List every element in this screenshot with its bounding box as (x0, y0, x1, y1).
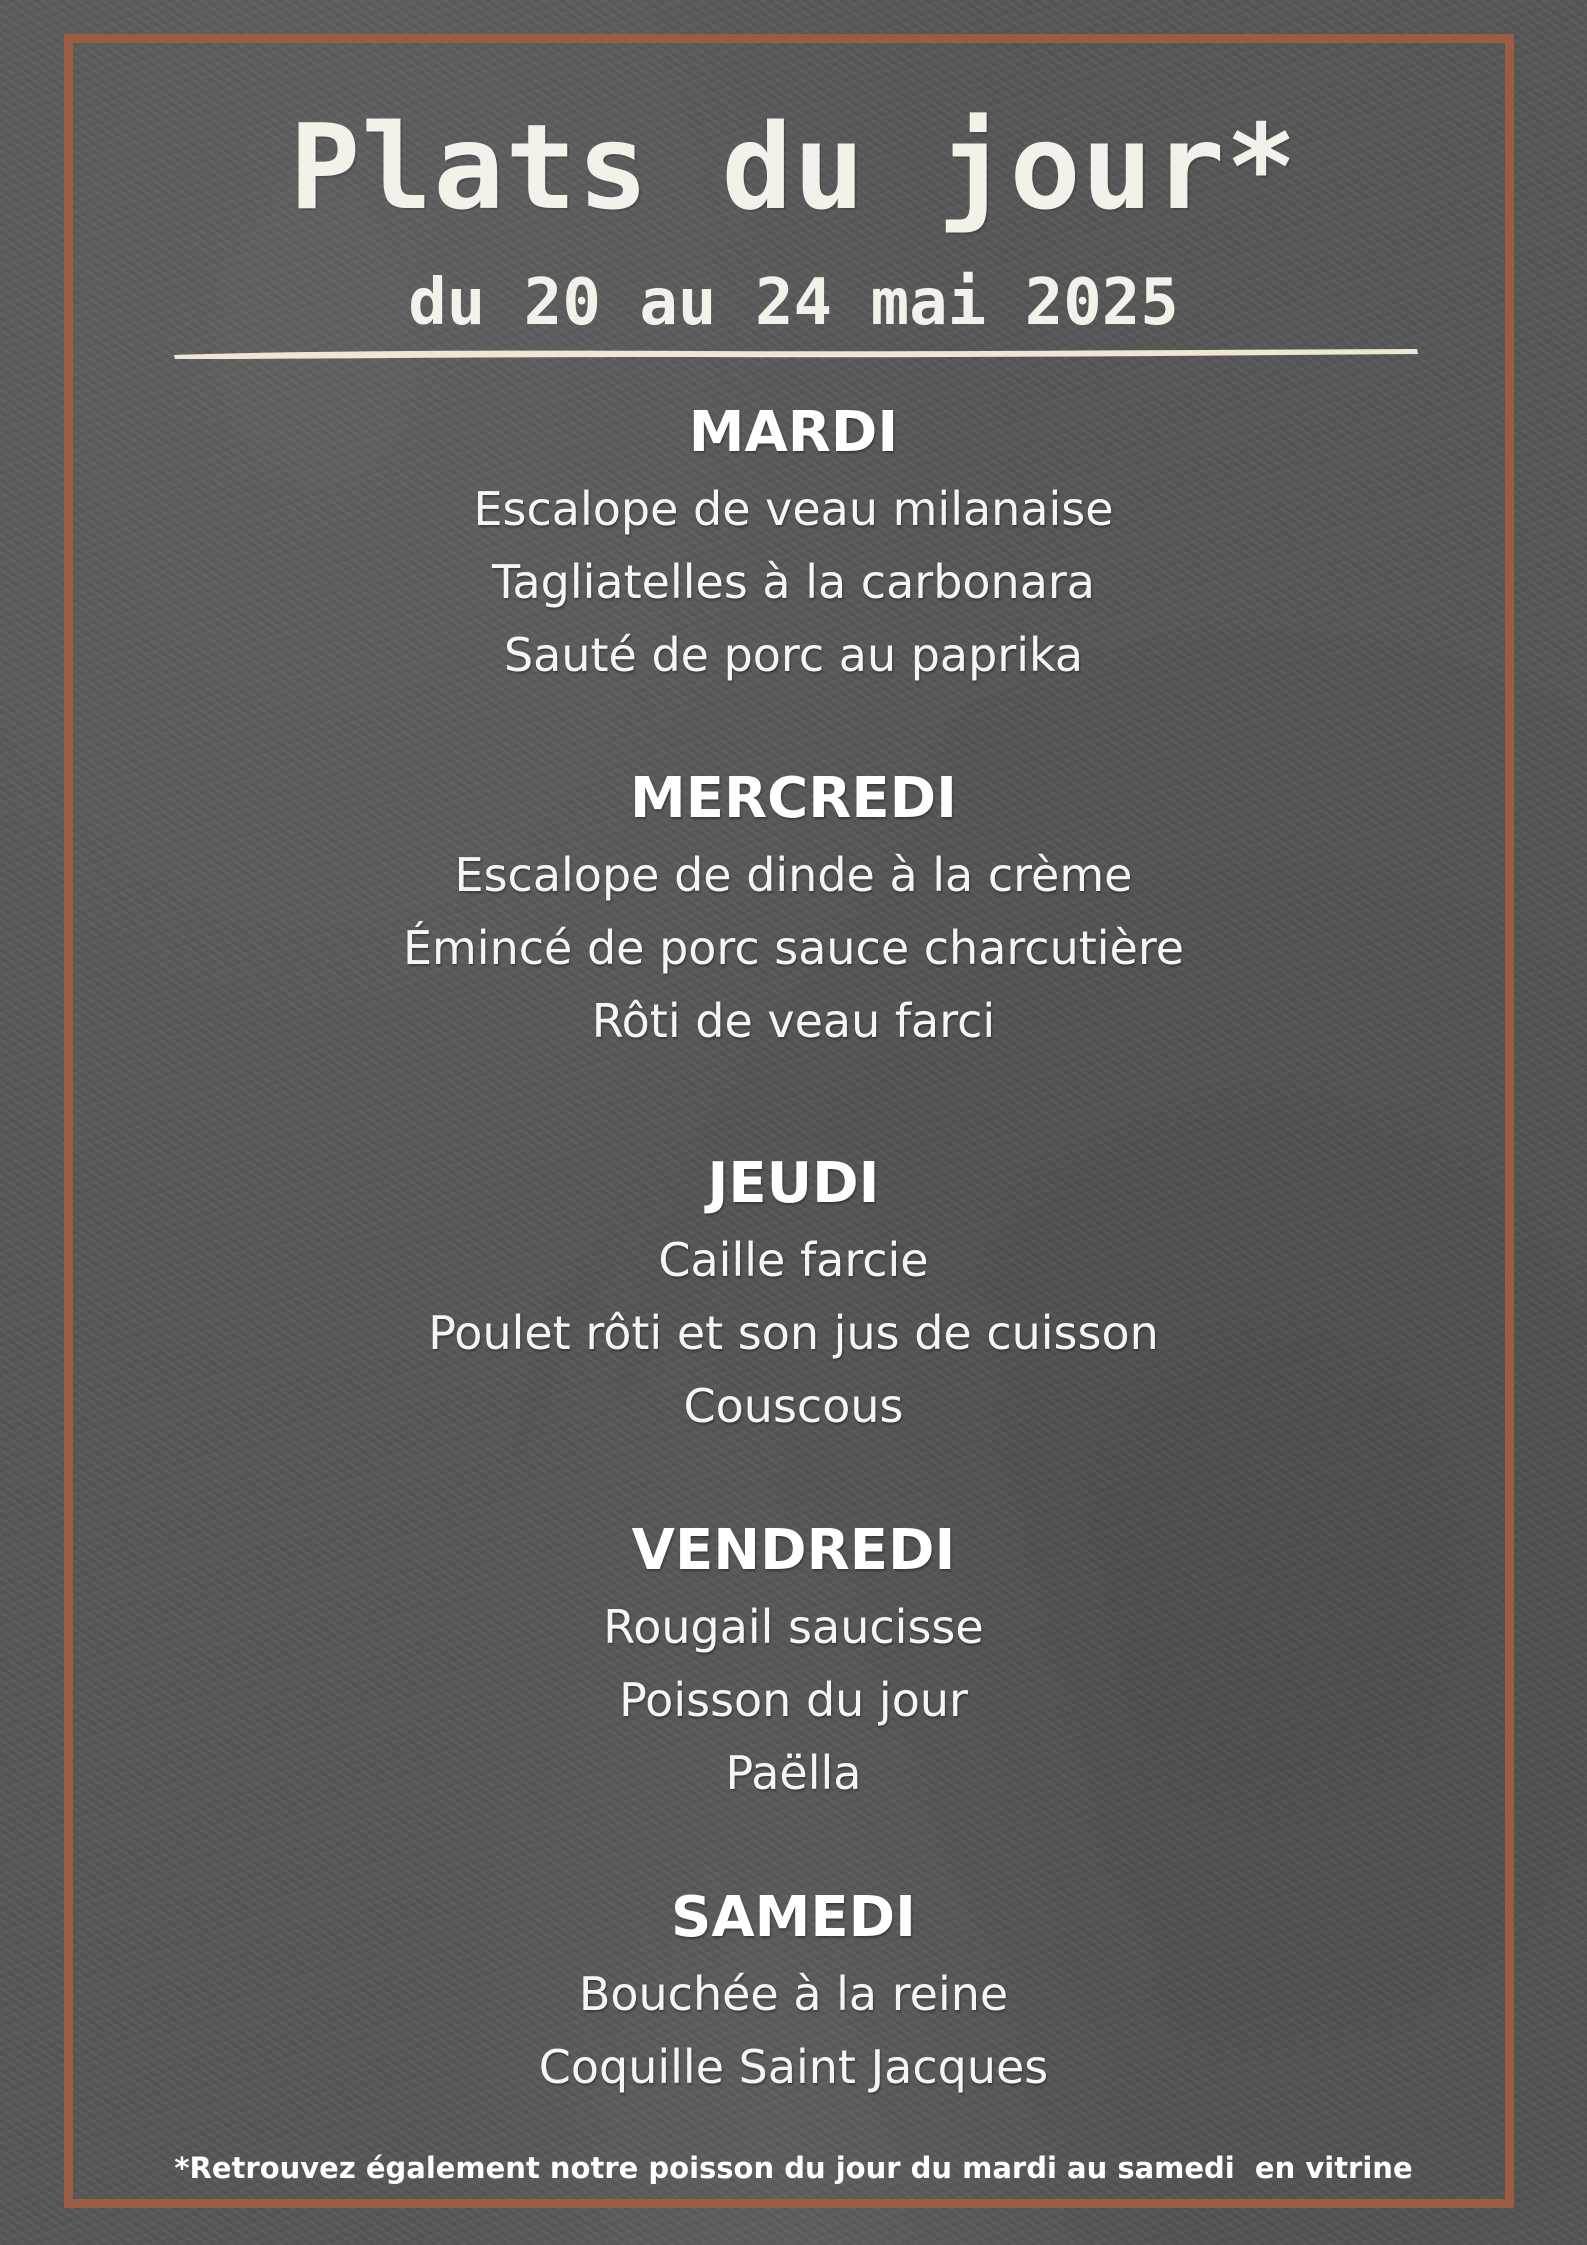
footnote: *Retrouvez également notre poisson du jour du mardi au samedi en vitrine (174, 2151, 1413, 2185)
dish-item: Coquille Saint Jacques (538, 2040, 1049, 2094)
dish-item: Rôti de veau farci (591, 994, 996, 1048)
dish-item: Sauté de porc au paprika (503, 628, 1084, 682)
dish-item: Escalope de dinde à la crème (454, 848, 1133, 902)
chalk-underline (172, 346, 1420, 362)
dish-item: Émincé de porc sauce charcutière (402, 921, 1185, 975)
day-section-vendredi (0, 1511, 1587, 1810)
dish-item: Rougail saucisse (603, 1600, 984, 1654)
day-heading: JEUDI (707, 1151, 880, 1216)
day-section-mercredi (0, 759, 1587, 1058)
day-section-samedi (0, 1878, 1587, 2104)
menu-date-range: du 20 au 24 mai 2025 (408, 266, 1179, 340)
dish-item: Caille farcie (658, 1233, 929, 1287)
day-heading: SAMEDI (671, 1885, 916, 1950)
menu-title: Plats du jour* (289, 98, 1298, 236)
dish-item: Couscous (683, 1379, 904, 1433)
dish-item: Paëlla (725, 1746, 862, 1800)
dish-item: Escalope de veau milanaise (473, 482, 1114, 536)
day-section-mardi (0, 393, 1587, 692)
day-section-jeudi (0, 1144, 1587, 1443)
day-heading: MERCREDI (630, 766, 957, 831)
dish-item: Bouchée à la reine (578, 1967, 1009, 2021)
dish-item: Poisson du jour (619, 1673, 968, 1727)
day-heading: MARDI (688, 400, 899, 465)
dish-item: Tagliatelles à la carbonara (492, 555, 1095, 609)
day-heading: VENDREDI (631, 1518, 956, 1583)
dish-item: Poulet rôti et son jus de cuisson (428, 1306, 1159, 1360)
